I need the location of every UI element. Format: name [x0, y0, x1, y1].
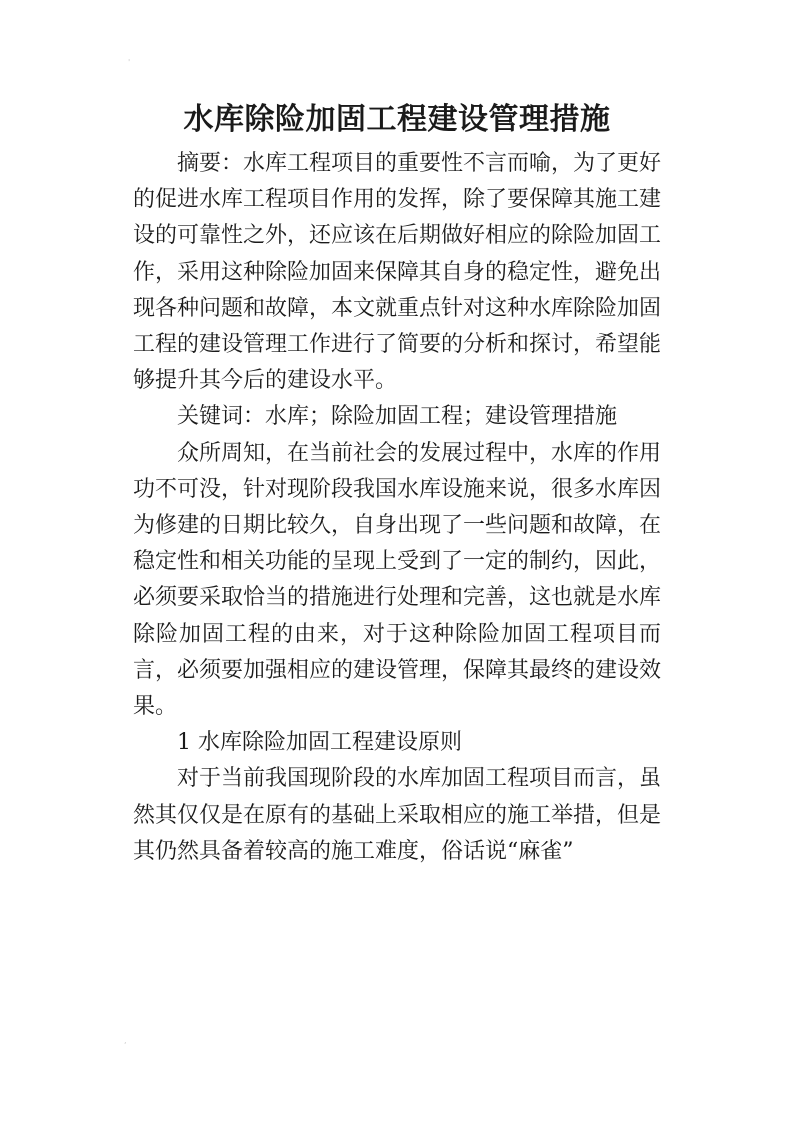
- section-1-paragraph: 对于当前我国现阶段的水库加固工程项目而言，虽然其仅仅是在原有的基础上采取相应的施工举措，但是其仍然具备着较高的施工难度，俗话说“麻雀”: [133, 766, 662, 864]
- scan-mark-top: ': [128, 58, 131, 67]
- document-body: [133, 146, 661, 870]
- keywords-paragraph: 关键词：水库；除险加固工程；建设管理措施: [177, 404, 618, 430]
- section-heading-1: 1 水库除险加固工程建设原则: [177, 730, 462, 756]
- abstract-paragraph: 摘要：水库工程项目的重要性不言而喻，为了更好的促进水库工程项目作用的发挥，除了要保障其施工建设的可靠性之外，还应该在后期做好相应的除险加固工作，采用这种除险加固来保障其自身的稳定性，避免出现各种问题和故障，本文就重点针对这种水库除险加固工程的建设管理工作进行了简要的分析和探讨，希望能够提升其今后的建设水平。: [133, 151, 662, 394]
- intro-paragraph: 众所周知，在当前社会的发展过程中，水库的作用功不可没，针对现阶段我国水库设施来说，很多水库因为修建的日期比较久，自身出现了一些问题和故障，在稳定性和相关功能的呈现上受到了一定的制约，因此，必须要采取恰当的措施进行处理和完善，这也就是水库除险加固工程的由来，对于这种除险加固工程项目而言，必须要加强相应的建设管理，保障其最终的建设效果。: [133, 440, 662, 720]
- scan-mark-bottom: ,: [124, 1036, 127, 1045]
- document-title: 水库除险加固工程建设管理措施: [183, 102, 611, 137]
